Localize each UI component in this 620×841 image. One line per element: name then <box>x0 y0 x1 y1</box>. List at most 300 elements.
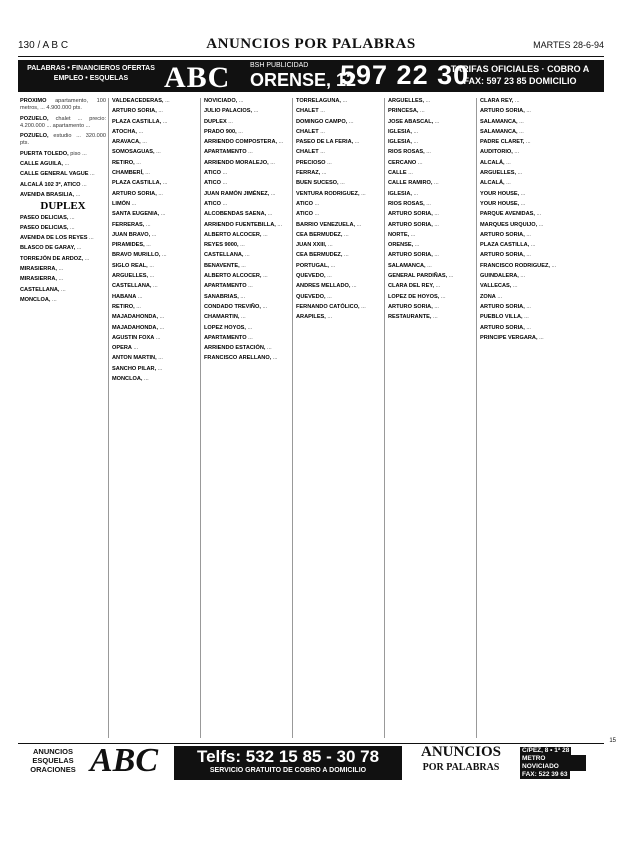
ad-headline: VENTURA RODRIGUEZ, <box>296 190 360 197</box>
ad-body: ... <box>539 334 544 341</box>
ad-body: ... <box>84 255 90 262</box>
ad-headline: SOMOSAGUAS, <box>112 149 155 156</box>
ad-headline: PIRAMIDES, <box>112 242 145 249</box>
classified-ad <box>204 129 290 136</box>
ad-body: ... <box>270 190 276 197</box>
ad-body: ... <box>413 139 419 146</box>
classified-ad <box>204 191 290 198</box>
ad-body: ... <box>240 293 246 300</box>
page-number: 15 <box>609 738 616 744</box>
ad-headline: CONDADO TREVIÑO, <box>204 303 261 310</box>
classified-ad <box>112 119 198 126</box>
ad-headline: JULIO PALACIOS, <box>204 108 253 115</box>
ad-body: ... <box>145 170 150 177</box>
ad-headline: CEA BERMUDEZ, <box>296 231 343 238</box>
ad-body: ... <box>82 181 87 188</box>
ad-body: ... <box>530 242 536 249</box>
ad-headline: ARTURO SORIA, <box>480 252 525 259</box>
classified-ad <box>112 108 198 115</box>
ad-headline: PARQUE AVENIDAS, <box>480 211 535 218</box>
classified-ad <box>388 98 474 105</box>
ad-body: ... <box>414 242 420 249</box>
ad-headline: ARTURO SORIA, <box>388 221 433 228</box>
ad-body: ... <box>408 170 413 177</box>
ad-body: ... <box>327 293 332 300</box>
ad-headline: CALLE <box>388 170 407 177</box>
classified-ad <box>204 180 290 187</box>
footer-advert <box>18 743 604 782</box>
ad-body: ... <box>356 221 362 228</box>
ad-headline: PRECIOSO <box>296 159 326 166</box>
classified-ad <box>388 149 474 156</box>
ad-body: ... <box>157 365 163 372</box>
classified-ad <box>296 273 382 280</box>
ad-body: ... <box>435 283 441 290</box>
classified-column <box>480 98 566 738</box>
footer-address-line1: C/PEZ, 8 • 1ª 28 <box>522 747 570 754</box>
ad-body: ... <box>277 221 283 228</box>
classified-ad <box>296 160 382 167</box>
footer-phone-box <box>174 746 402 780</box>
ad-body: ... <box>69 214 75 221</box>
ad-body: ... <box>238 128 243 135</box>
ad-body: ... <box>158 108 163 115</box>
ad-body: ... <box>137 293 143 300</box>
classified-ad <box>20 276 106 283</box>
ad-headline: ALCOBENDAS SAENA, <box>204 211 267 218</box>
ad-headline: ANDRES MELLADO, <box>296 283 351 290</box>
ad-body: ... <box>162 180 168 187</box>
ad-headline: AVENIDA DE LOS REYES <box>20 235 88 242</box>
ad-headline: BRAVO MURILLO, <box>112 252 161 259</box>
ad-headline: CLARA DEL REY, <box>388 283 434 290</box>
classified-ad <box>112 191 198 198</box>
ad-headline: PLAZA CASTILLA, <box>480 242 530 249</box>
banner-rates-line2: FAX: 597 23 85 DOMICILIO <box>463 76 577 86</box>
ad-body: ... <box>420 108 425 115</box>
ad-headline: CERCANO <box>388 159 417 166</box>
classified-ad <box>480 222 566 229</box>
classified-ad <box>388 263 474 270</box>
ad-headline: ARTURO SORIA, <box>480 231 525 238</box>
ad-body: ... <box>314 200 320 207</box>
ad-headline: JOSE ABASCAL, <box>388 118 434 125</box>
classified-column <box>204 98 290 738</box>
ad-headline: CHAMBERÍ, <box>112 170 144 177</box>
classified-ad <box>112 139 198 146</box>
ad-body: ... <box>240 242 245 249</box>
classified-ad <box>480 325 566 332</box>
classified-ad <box>20 235 106 242</box>
classified-ad <box>480 170 566 177</box>
ad-body: ... <box>327 314 333 321</box>
ad-body: ... <box>538 221 544 228</box>
classified-ad <box>204 294 290 301</box>
ad-headline: MAJADAHONDA, <box>112 324 158 331</box>
ad-body: ... <box>526 108 531 115</box>
footer-phones: Telfs: 532 15 85 - 30 78 <box>196 747 380 766</box>
classified-ad <box>204 170 290 177</box>
classified-ad <box>20 192 106 199</box>
classified-ad <box>296 129 382 136</box>
ad-body: ... <box>434 221 439 228</box>
ad-body: ... <box>136 159 141 166</box>
abc-advert-banner <box>18 60 604 92</box>
classified-ad <box>204 119 290 126</box>
ad-body: ... <box>413 190 419 197</box>
ad-body: ... <box>512 283 518 290</box>
footer-por-palabras: POR PALABRAS <box>422 762 500 773</box>
ad-headline: LOPEZ DE HOYOS, <box>388 293 440 300</box>
classified-ad <box>480 139 566 146</box>
ad-headline: PUEBLO VILLA, <box>480 314 523 321</box>
ad-body: ... <box>161 252 167 259</box>
classified-ad <box>112 263 198 270</box>
classified-ad <box>480 160 566 167</box>
ad-body: ... <box>514 98 520 104</box>
ad-body: ... <box>263 273 268 280</box>
ad-headline: PASEO DE LA FERIA, <box>296 139 354 146</box>
ad-headline: NOVICIADO, <box>204 98 238 104</box>
classified-ad <box>388 129 474 136</box>
ad-body: ... <box>270 159 275 166</box>
ad-body: ... <box>426 200 431 207</box>
classified-ad <box>112 98 198 105</box>
banner-address: ORENSE, 12 <box>250 70 357 90</box>
ad-body: ... <box>434 118 440 125</box>
ad-body: ... <box>133 345 139 352</box>
classified-ad <box>20 297 106 304</box>
classified-ad <box>480 129 566 136</box>
ad-body: ... <box>158 355 163 362</box>
ad-headline: ALCALÁ, <box>480 180 505 187</box>
ad-body: ... <box>361 190 366 197</box>
ad-headline: ARGUELLES, <box>388 98 425 104</box>
ad-headline: PASEO DELICIAS, <box>20 224 69 231</box>
classified-ad <box>204 211 290 218</box>
ad-headline: PRINCESA, <box>388 108 419 115</box>
ad-body: ... <box>149 273 155 280</box>
ad-headline: APARTAMENTO <box>204 149 247 156</box>
ad-body: ... <box>348 118 354 125</box>
ad-headline: AGUSTIN FOXA <box>112 334 155 341</box>
ad-headline: APARTAMENTO <box>204 283 247 290</box>
classified-ad <box>296 283 382 290</box>
ad-body: ... <box>526 324 531 331</box>
ad-headline: CHALET <box>296 108 319 115</box>
ad-body: ... <box>158 190 163 197</box>
ad-body: ... <box>267 211 273 218</box>
ad-headline: BLASCO DE GARAY, <box>20 245 76 252</box>
classified-ad <box>388 180 474 187</box>
classified-ad <box>20 287 106 294</box>
ad-body: ... <box>267 345 272 352</box>
ad-body: ... <box>410 231 416 238</box>
ad-headline: ATICO <box>204 200 221 207</box>
ad-headline: PLAZA CASTILLA, <box>112 118 162 125</box>
ad-headline: GENERAL PARDIÑAS, <box>388 273 448 280</box>
ad-headline: JUAN XXIII, <box>296 242 327 249</box>
ad-body: ... <box>155 334 161 341</box>
ad-headline: IGLESIA, <box>388 190 412 197</box>
ad-body: chalet ... precio: 4.200.000 ... apartamento ... <box>20 115 106 129</box>
ad-headline: PADRE CLARET, <box>480 139 525 146</box>
ad-headline: ARRIENDO MORALEJO, <box>204 159 269 166</box>
classified-ad <box>480 232 566 239</box>
classified-ad <box>204 108 290 115</box>
ad-headline: PORTUGAL, <box>296 262 329 269</box>
ad-body: ... <box>354 139 360 146</box>
classified-column <box>388 98 474 738</box>
ad-headline: ARTURO SORIA, <box>388 252 433 259</box>
classified-ad <box>112 376 198 383</box>
ad-body: ... <box>253 108 259 115</box>
ad-headline: POZUELO, <box>20 133 49 140</box>
ad-body: ... <box>413 128 419 135</box>
ad-headline: TORRELAGUNA, <box>296 98 341 104</box>
ad-body: ... <box>90 171 95 178</box>
classified-ad <box>296 201 382 208</box>
ad-headline: VALDEACEDERAS, <box>112 98 164 104</box>
classified-ad <box>112 160 198 167</box>
classified-ad <box>112 355 198 362</box>
classified-ad <box>480 180 566 187</box>
ad-headline: SANCHO PILAR, <box>112 365 157 372</box>
ad-body: ... <box>361 303 366 310</box>
ad-body: ... <box>434 252 439 259</box>
ad-headline: ATOCHA, <box>112 128 137 135</box>
classified-ad <box>296 149 382 156</box>
classified-ad <box>204 263 290 270</box>
ad-body: ... <box>434 303 439 310</box>
classified-ad <box>204 149 290 156</box>
ad-body: ... <box>327 273 332 280</box>
ad-headline: CLARA REY, <box>480 98 514 104</box>
ad-headline: ARAVACA, <box>112 139 141 146</box>
ad-headline: MARQUES URQUIJO, <box>480 221 538 228</box>
classified-ad <box>480 211 566 218</box>
classified-ad <box>388 211 474 218</box>
classified-ad <box>296 98 382 105</box>
ad-body: ... <box>136 303 141 310</box>
classified-ad <box>204 325 290 332</box>
classified-ad <box>112 304 198 311</box>
classified-ad <box>112 325 198 332</box>
ad-headline: LIMÓN <box>112 200 131 207</box>
ad-headline: RESTAURANTE, <box>388 314 432 321</box>
ad-headline: ARTURO SORIA, <box>480 324 525 331</box>
ad-body: ... <box>506 180 511 187</box>
ad-headline: CALLE RAMIRO, <box>388 180 433 187</box>
ad-headline: CHAMARTIN, <box>204 314 240 321</box>
ad-body: ... <box>149 262 154 269</box>
ad-headline: FERRAZ, <box>296 170 321 177</box>
classified-ad <box>480 191 566 198</box>
ad-body: ... <box>238 98 244 104</box>
classified-ad <box>296 119 382 126</box>
classified-ad <box>388 273 474 280</box>
ad-body: estudio ... 320.000 pts. <box>20 133 106 147</box>
classified-ad <box>20 171 106 178</box>
ad-headline: POZUELO, <box>20 115 49 122</box>
ad-body: ... <box>427 262 432 269</box>
ad-body: ... <box>320 128 325 135</box>
ad-body: ... <box>75 191 81 198</box>
ad-headline: PASEO DELICIAS, <box>20 214 69 221</box>
banner-agency: BSH PUBLICIDAD <box>250 62 309 69</box>
classified-ad <box>112 294 198 301</box>
classified-ad <box>204 252 290 259</box>
ad-headline: SALAMANCA, <box>480 128 518 135</box>
ad-headline: CASTELLANA, <box>204 252 244 259</box>
ad-headline: FERRERAS, <box>112 221 145 228</box>
abc-logo: ABC <box>164 61 231 94</box>
ad-headline: JUAN BRAVO, <box>112 231 151 238</box>
ad-body: ... <box>278 139 284 146</box>
classified-ad <box>296 191 382 198</box>
classified-ad <box>112 222 198 229</box>
ad-body: ... <box>89 235 94 242</box>
classified-ad <box>296 252 382 259</box>
banner-rates <box>440 63 600 87</box>
classified-ad <box>20 151 106 158</box>
ad-body: ... <box>497 293 503 300</box>
classified-ad <box>296 232 382 239</box>
ad-headline: PRINCIPE VERGARA, <box>480 334 538 341</box>
classified-ad <box>204 98 290 105</box>
ad-body: ... <box>340 180 345 187</box>
classified-ad <box>20 116 106 131</box>
classified-ad <box>112 335 198 342</box>
ad-headline: RETIRO, <box>112 159 135 166</box>
classified-ad <box>204 160 290 167</box>
classified-ad <box>388 191 474 198</box>
ad-headline: MIRASIERRA, <box>20 276 57 283</box>
ad-body: ... <box>64 161 70 168</box>
footer-service: SERVICIO GRATUITO DE COBRO A DOMICILIO <box>209 767 367 774</box>
ad-headline: ARTURO SORIA, <box>112 190 157 197</box>
ad-body: ... <box>551 262 557 269</box>
classified-ad <box>112 232 198 239</box>
classified-ad <box>204 201 290 208</box>
ad-headline: PUERTA TOLEDO, <box>20 150 69 157</box>
ad-headline: ARTURO SORIA, <box>388 211 433 218</box>
classified-ad <box>112 149 198 156</box>
column-divider <box>292 98 293 738</box>
ad-body: ... <box>151 231 157 238</box>
classified-ad <box>204 283 290 290</box>
ad-headline: SANTA EUGENIA, <box>112 211 160 218</box>
classified-ad <box>480 335 566 342</box>
classified-ad <box>112 283 198 290</box>
section-heading: DUPLEX <box>40 200 86 213</box>
ad-headline: TORREJÓN DE ARDOZ, <box>20 255 84 262</box>
classified-ad <box>112 211 198 218</box>
classified-ad <box>296 314 382 321</box>
ad-body: ... <box>343 231 349 238</box>
classified-ad <box>388 304 474 311</box>
ad-headline: PRADO 900, <box>204 128 237 135</box>
ad-headline: MONCLOA, <box>20 296 51 303</box>
ad-body: ... <box>526 252 531 259</box>
ad-body: ... <box>76 245 82 252</box>
ad-headline: ALCALÁ, <box>480 159 505 166</box>
ad-body: ... <box>142 139 147 146</box>
classified-ad <box>204 139 290 146</box>
ad-body: ... <box>61 286 66 293</box>
classified-ad <box>480 98 566 105</box>
ad-headline: ATICO <box>296 200 313 207</box>
ad-body: ... <box>241 262 246 269</box>
ad-headline: QUEVEDO, <box>296 273 326 280</box>
footer-address <box>520 747 586 779</box>
ad-body: ... <box>314 211 320 218</box>
classified-ad <box>296 180 382 187</box>
classified-ad <box>112 314 198 321</box>
ad-headline: VALLECAS, <box>480 283 512 290</box>
ad-body: ... <box>434 211 439 218</box>
classified-ad <box>204 273 290 280</box>
ad-body: ... <box>160 211 166 218</box>
classified-ad <box>204 242 290 249</box>
ad-headline: HABANA <box>112 293 137 300</box>
ad-headline: CASTELLANA, <box>112 283 152 290</box>
ad-body: ... <box>520 190 526 197</box>
classified-ad <box>480 304 566 311</box>
classified-ad <box>480 273 566 280</box>
classified-column <box>296 98 382 738</box>
classified-ad <box>20 266 106 273</box>
ad-headline: SANABRIAS, <box>204 293 239 300</box>
ad-headline: GUINDALERA, <box>480 273 519 280</box>
classified-ad <box>296 222 382 229</box>
ad-headline: RETIRO, <box>112 303 135 310</box>
classified-ad <box>204 355 290 362</box>
classified-ad <box>296 108 382 115</box>
ad-headline: ARGUELLES, <box>112 273 149 280</box>
ad-headline: ARRIENDO ESTACIÓN, <box>204 345 266 352</box>
ad-headline: CHALET <box>296 128 319 135</box>
ad-headline: SIGLO REAL, <box>112 262 148 269</box>
classified-ad <box>480 119 566 126</box>
classified-ad <box>480 252 566 259</box>
ad-body: ... <box>156 149 161 156</box>
ad-body: ... <box>520 273 526 280</box>
ad-body: ... <box>131 200 137 207</box>
banner-categories: PALABRAS • FINANCIEROS OFERTAS EMPLEO • ESQUELAS <box>27 65 155 82</box>
ad-headline: AUDITORIO, <box>480 149 513 156</box>
page-label: 130 / A B C <box>18 40 69 51</box>
ad-headline: ARGUELLES, <box>480 170 517 177</box>
ad-headline: ATICO <box>204 180 221 187</box>
ad-body: ... <box>241 314 246 321</box>
ad-headline: ARRIENDO COMPOSTERA, <box>204 139 278 146</box>
ad-body: apartamento, 100 metros, ... 4.900.000 pts. <box>20 98 106 112</box>
ad-body: ... <box>519 128 524 135</box>
ad-headline: ARTURO SORIA, <box>112 108 157 115</box>
footer-abc-logo: ABC <box>90 742 159 779</box>
classified-ad <box>388 314 474 321</box>
ad-headline: IGLESIA, <box>388 128 412 135</box>
ad-headline: JUAN RAMÓN JIMÉNEZ, <box>204 190 270 197</box>
ad-body: ... <box>517 170 523 177</box>
ad-headline: FRANCISCO ARELLANO, <box>204 355 272 362</box>
ad-headline: ATICO <box>296 211 313 218</box>
ad-body: ... <box>162 118 168 125</box>
ad-body: ... <box>262 303 268 310</box>
classified-ad <box>20 256 106 263</box>
ad-body: ... <box>248 149 253 156</box>
